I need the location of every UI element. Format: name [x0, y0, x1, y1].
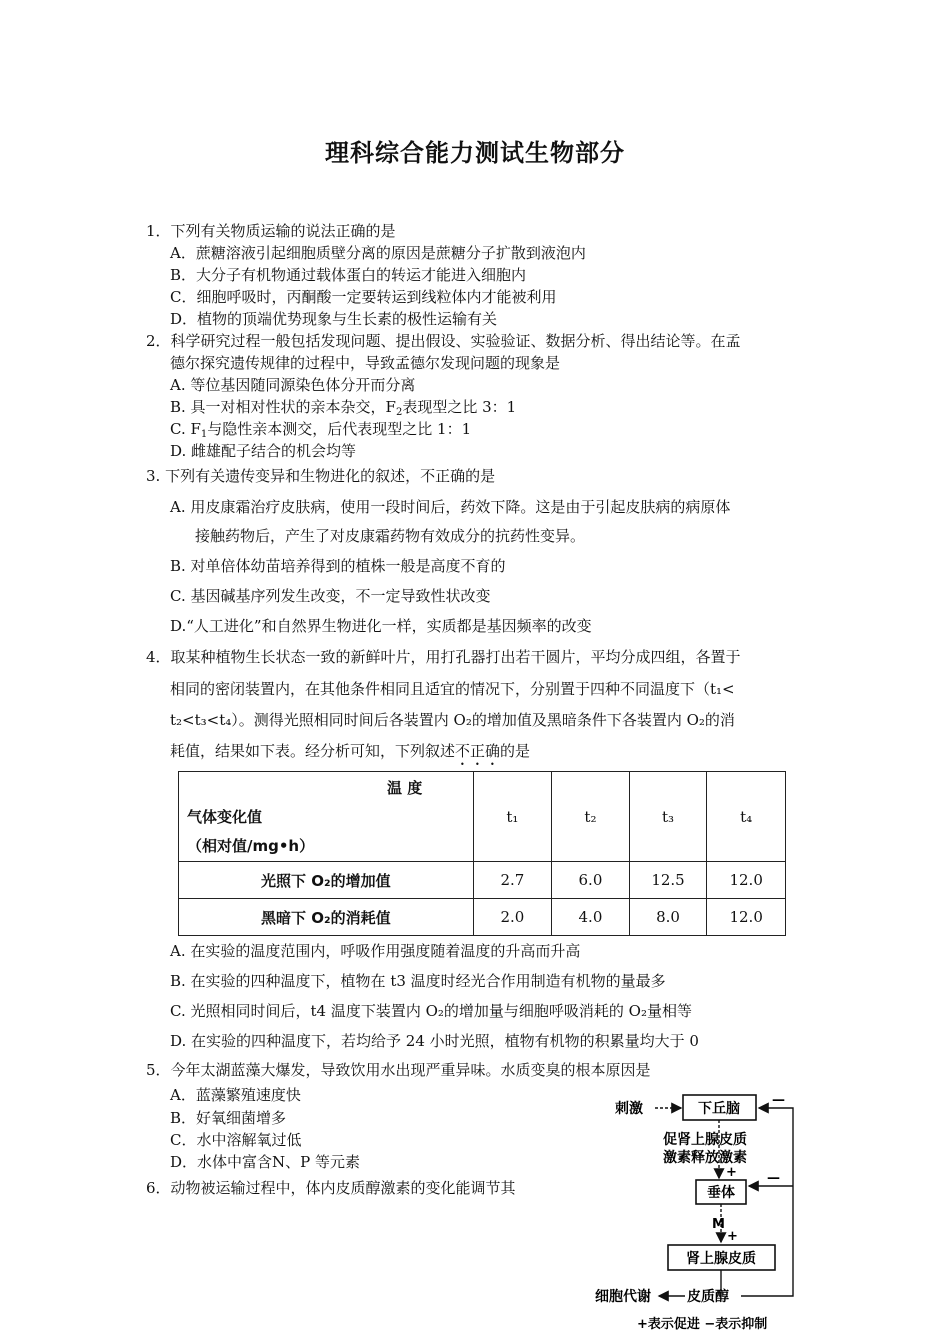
m-label: M — [712, 1217, 725, 1232]
question-4-option-c: C. 光照相同时间后，t4 温度下装置内 O₂的增加量与细胞呼吸消耗的 O₂量相等 — [170, 1002, 692, 1020]
table-cell: 8.0 — [629, 899, 707, 936]
question-2-stem-line-1: 2．科学研究过程一般包括发现问题、提出假设、实验验证、数据分析、得出结论等。在孟 — [146, 332, 741, 350]
question-4-stem-line-2: 相同的密闭装置内，在其他条件相同且适宜的情况下，分别置于四种不同温度下（t₁< — [170, 680, 735, 698]
table-row-light-label: 光照下 O₂的增加值 — [179, 862, 474, 899]
question-4-stem-line-1: 4．取某种植物生长状态一致的新鲜叶片，用打孔器打出若干圆片，平均分成四组，各置于 — [146, 648, 741, 666]
question-6-stem: 6．动物被运输过程中，体内皮质醇激素的变化能调节其 — [146, 1179, 516, 1197]
table-header-diagonal-cell — [179, 772, 474, 862]
question-2-option-c: C. $F_1$与隐性亲本测交，后代表现型之比 1：1 — [170, 420, 472, 440]
question-3-option-a-line-2: 接触药物后，产生了对皮康霜药物有效成分的抗药性变异。 — [195, 527, 586, 545]
header-unit: （相对值/mg•h） — [187, 837, 315, 855]
question-2-option-d: D. 雌雄配子结合的机会均等 — [170, 442, 357, 460]
question-4-option-d: D. 在实验的四种温度下，若均给予 24 小时光照，植物有机物的积累量均大于 0 — [170, 1032, 699, 1050]
adrenal-cortex-label: 肾上腺皮质 — [686, 1251, 756, 1267]
question-2-stem-line-2: 德尔探究遗传规律的过程中，导致孟德尔发现问题的现象是 — [170, 354, 561, 372]
header-gas-change: 气体变化值 — [187, 808, 263, 826]
crh-label-line-1: 促肾上腺皮质 — [663, 1132, 747, 1148]
question-3-option-a-line-1: A. 用皮康霜治疗皮肤病，使用一段时间后，药效下降。这是由于引起皮肤病的病原体 — [170, 498, 731, 516]
table-cell: 12.0 — [707, 899, 786, 936]
question-2-option-b: B. 具一对相对性状的亲本杂交，$F_2$表现型之比 3：1 — [170, 398, 517, 418]
question-5-option-b: B．好氧细菌增多 — [170, 1109, 287, 1127]
table-row-dark-label: 黑暗下 O₂的消耗值 — [179, 899, 474, 936]
emphasis-not-correct: 不正确 — [455, 742, 501, 760]
question-5-option-c: C．水中溶解氧过低 — [170, 1131, 302, 1149]
question-4-stem-line-3: t₂<t₃<t₄）。测得光照相同时间后各装置内 O₂的增加值及黑暗条件下各装置内 O₂的消 — [170, 711, 735, 729]
question-1-stem: 1．下列有关物质运输的说法正确的是 — [146, 222, 396, 240]
crh-label-line-2: 激素释放激素 — [663, 1150, 747, 1166]
table-col-t2: t₂ — [552, 772, 630, 862]
table-cell: 12.5 — [629, 862, 707, 899]
temperature-gas-table — [178, 771, 786, 936]
question-3-option-b: B. 对单倍体幼苗培养得到的植株一般是高度不育的 — [170, 557, 506, 575]
table-cell: 12.0 — [707, 862, 786, 899]
table-cell: 4.0 — [552, 899, 630, 936]
question-4-option-a: A. 在实验的温度范围内，呼吸作用强度随着温度的升高而升高 — [170, 942, 581, 960]
crh-plus-sign: + — [726, 1165, 737, 1180]
question-2-option-a: A. 等位基因随同源染色体分开而分离 — [170, 376, 416, 394]
pituitary-label: 垂体 — [707, 1185, 735, 1201]
question-3-option-d: D.“人工进化”和自然界生物进化一样，实质都是基因频率的改变 — [170, 617, 592, 635]
cortisol-label: 皮质醇 — [687, 1289, 729, 1305]
page-title: 理科综合能力测试生物部分 — [325, 139, 625, 167]
diagram-legend: +表示促进 −表示抑制 — [637, 1317, 768, 1332]
hypothalamus-label: 下丘脑 — [698, 1101, 740, 1117]
table-col-t3: t₃ — [629, 772, 707, 862]
stimulus-label: 刺激 — [615, 1101, 643, 1117]
question-5-option-a: A．蓝藻繁殖速度快 — [170, 1086, 301, 1104]
table-col-t1: t₁ — [473, 772, 552, 862]
m-plus-sign: + — [727, 1229, 738, 1244]
question-5-stem: 5．今年太湖蓝藻大爆发，导致饮用水出现严重异味。水质变臭的根本原因是 — [146, 1061, 651, 1079]
header-temperature: 温 度 — [387, 779, 423, 797]
question-1-option-d: D．植物的顶端优势现象与生长素的极性运输有关 — [170, 310, 498, 328]
cell-metabolism-label: 细胞代谢 — [595, 1289, 651, 1305]
table-cell: 2.0 — [473, 899, 552, 936]
cortisol-regulation-diagram — [575, 1090, 815, 1335]
question-3-stem: 3. 下列有关遗传变异和生物进化的叙述，不正确的是 — [146, 467, 496, 485]
inhibit-sign-hypothalamus: — — [772, 1093, 785, 1108]
question-4-option-b: B. 在实验的四种温度下，植物在 t3 温度时经光合作用制造有机物的量最多 — [170, 972, 666, 990]
question-4-stem-line-4: 耗值，结果如下表。经分析可知，下列叙述不正确的是 — [170, 742, 531, 760]
question-5-option-d: D．水体中富含N、P 等元素 — [170, 1153, 361, 1171]
table-col-t4: t₄ — [707, 772, 786, 862]
inhibit-sign-pituitary: — — [767, 1171, 780, 1186]
question-1-option-c: C．细胞呼吸时，丙酮酸一定要转运到线粒体内才能被利用 — [170, 288, 557, 306]
question-3-option-c: C. 基因碱基序列发生改变，不一定导致性状改变 — [170, 587, 491, 605]
table-cell: 2.7 — [473, 862, 552, 899]
question-1-option-b: B．大分子有机物通过载体蛋白的转运才能进入细胞内 — [170, 266, 527, 284]
table-cell: 6.0 — [552, 862, 630, 899]
question-1-option-a: A．蔗糖溶液引起细胞质壁分离的原因是蔗糖分子扩散到液泡内 — [170, 244, 586, 262]
